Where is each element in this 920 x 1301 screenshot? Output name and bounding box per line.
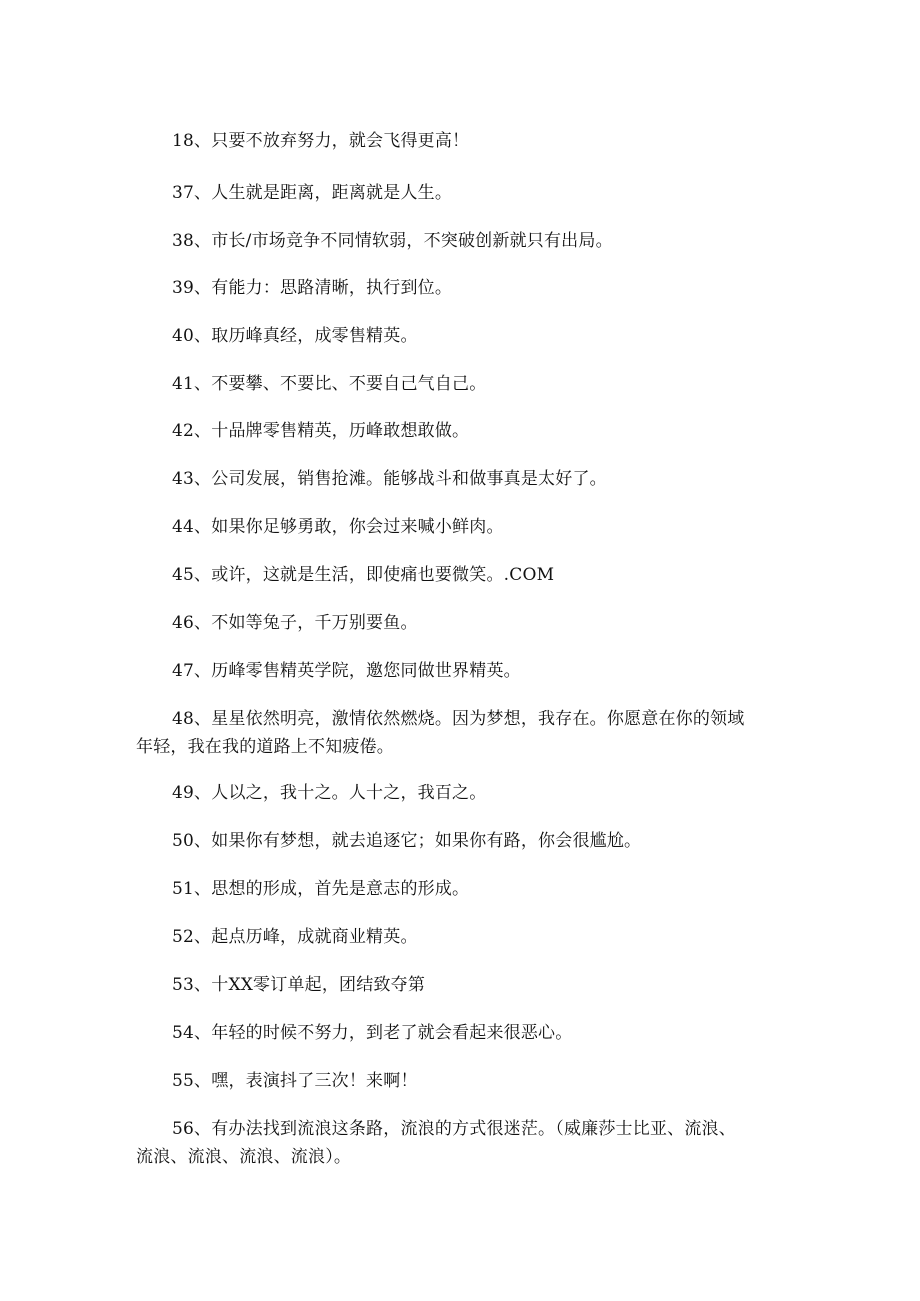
item-text: 市长/市场竞争不同情软弱，不突破创新就只有出局。 (211, 231, 613, 251)
item-number: 55 (172, 1071, 195, 1091)
item-number: 44 (172, 517, 195, 537)
item-number: 38 (172, 231, 195, 251)
list-item: 49、人以之，我十之。人十之，我百之。 (172, 783, 487, 803)
item-text: 人以之，我十之。人十之，我百之。 (211, 783, 487, 803)
item-text: 如果你有梦想，就去追逐它；如果你有路，你会很尴尬。 (211, 831, 642, 851)
item-text: 不如等兔子，千万别要鱼。 (211, 613, 418, 633)
item-text: 有办法找到流浪这条路，流浪的方式很迷茫。（威廉莎士比亚、流浪、流浪、流浪、流浪、流浪）。 (136, 1119, 736, 1167)
item-text: 十XX零订单起，团结致夺第 (211, 975, 426, 995)
list-item: 55、嘿，表演抖了三次！来啊！ (172, 1071, 418, 1091)
item-number: 48 (172, 709, 195, 729)
list-item: 56、有办法找到流浪这条路，流浪的方式很迷茫。（威廉莎士比亚、流浪、流浪、流浪、流浪、流浪）。 (136, 1119, 736, 1167)
list-item: 53、十XX零订单起，团结致夺第 (172, 975, 426, 995)
item-text: 十品牌零售精英，历峰敢想敢做。 (211, 421, 470, 441)
list-item: 40、取历峰真经，成零售精英。 (172, 326, 418, 346)
item-number: 49 (172, 783, 195, 803)
item-number: 52 (172, 927, 195, 947)
list-item: 18、只要不放弃努力，就会飞得更高！ (172, 131, 470, 151)
item-number: 43 (172, 469, 195, 489)
list-item: 44、如果你足够勇敢，你会过来喊小鲜肉。 (172, 517, 504, 537)
list-item: 51、思想的形成，首先是意志的形成。 (172, 879, 470, 899)
item-text: 如果你足够勇敢，你会过来喊小鲜肉。 (211, 517, 504, 537)
list-item: 38、市长/市场竞争不同情软弱，不突破创新就只有出局。 (172, 231, 613, 251)
item-text: 起点历峰，成就商业精英。 (211, 927, 418, 947)
item-text: 历峰零售精英学院，邀您同做世界精英。 (211, 661, 521, 681)
item-text: 不要攀、不要比、不要自己气自己。 (211, 374, 487, 394)
item-number: 39 (172, 278, 195, 298)
item-text: 年轻的时候不努力，到老了就会看起来很恶心。 (211, 1023, 573, 1043)
item-text: 取历峰真经，成零售精英。 (211, 326, 418, 346)
item-number: 42 (172, 421, 195, 441)
item-number: 56 (172, 1119, 195, 1139)
item-number: 37 (172, 183, 195, 203)
item-number: 53 (172, 975, 195, 995)
list-item: 48、星星依然明亮，激情依然燃烧。因为梦想，我存在。你愿意在你的领域年轻，我在我的道路上不知疲倦。 (136, 709, 745, 757)
item-number: 45 (172, 565, 195, 585)
item-number: 50 (172, 831, 195, 851)
list-item: 41、不要攀、不要比、不要自己气自己。 (172, 374, 487, 394)
item-text: 有能力：思路清晰，执行到位。 (211, 278, 453, 298)
list-item: 47、历峰零售精英学院，邀您同做世界精英。 (172, 661, 521, 681)
list-item: 46、不如等兔子，千万别要鱼。 (172, 613, 418, 633)
item-text: 人生就是距离，距离就是人生。 (211, 183, 453, 203)
item-text: 思想的形成，首先是意志的形成。 (211, 879, 470, 899)
list-item: 37、人生就是距离，距离就是人生。 (172, 183, 453, 203)
list-item: 42、十品牌零售精英，历峰敢想敢做。 (172, 421, 470, 441)
item-number: 51 (172, 879, 195, 899)
list-item: 52、起点历峰，成就商业精英。 (172, 927, 418, 947)
item-text: 或许，这就是生活，即使痛也要微笑。.COM (211, 565, 555, 585)
list-item: 45、或许，这就是生活，即使痛也要微笑。.COM (172, 565, 555, 585)
item-text: 只要不放弃努力，就会飞得更高！ (211, 131, 470, 151)
list-item: 54、年轻的时候不努力，到老了就会看起来很恶心。 (172, 1023, 573, 1043)
list-item: 39、有能力：思路清晰，执行到位。 (172, 278, 453, 298)
item-number: 40 (172, 326, 195, 346)
item-number: 47 (172, 661, 195, 681)
item-text: 嘿，表演抖了三次！来啊！ (211, 1071, 418, 1091)
item-number: 18 (172, 131, 195, 151)
item-number: 46 (172, 613, 195, 633)
item-text: 公司发展，销售抢滩。能够战斗和做事真是太好了。 (211, 469, 607, 489)
list-item: 43、公司发展，销售抢滩。能够战斗和做事真是太好了。 (172, 469, 607, 489)
item-number: 41 (172, 374, 195, 394)
item-number: 54 (172, 1023, 195, 1043)
list-item: 50、如果你有梦想，就去追逐它；如果你有路，你会很尴尬。 (172, 831, 642, 851)
item-text: 星星依然明亮，激情依然燃烧。因为梦想，我存在。你愿意在你的领域年轻，我在我的道路上不知疲倦。 (136, 709, 745, 757)
